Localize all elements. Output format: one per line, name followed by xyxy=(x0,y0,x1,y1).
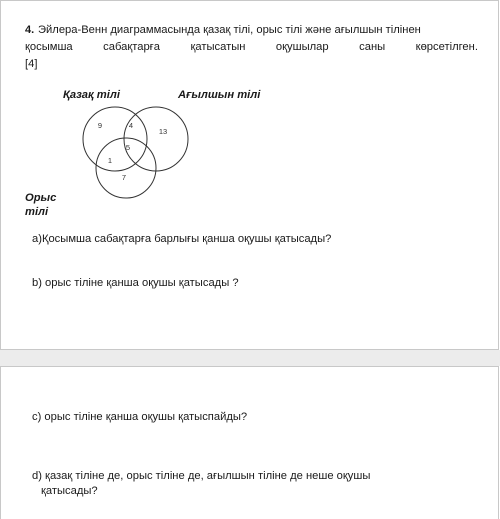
question-text-line1: Эйлера-Венн диаграммасында қазақ тілі, орыс тілі және ағылшын тілінен xyxy=(38,24,421,36)
question-points: [4] xyxy=(25,58,38,70)
question-word: қатысатын xyxy=(190,41,246,53)
question-word: оқушылар xyxy=(275,41,329,53)
region-kazakh-english: 4 xyxy=(128,121,134,130)
question-number: 4. xyxy=(25,24,35,36)
region-kazakh-only: 9 xyxy=(97,121,103,130)
question-word: саны xyxy=(359,41,386,53)
label-russian: Орыс тілі xyxy=(25,192,57,218)
region-all-three: 5 xyxy=(125,143,131,152)
page-gap xyxy=(0,350,500,366)
subquestion-d-line1: d) қазақ тіліне де, орыс тіліне де, ағылшын тіліне де неше оқушы xyxy=(32,470,371,482)
label-kazakh: Қазақ тілі xyxy=(63,89,120,101)
region-russian-only: 7 xyxy=(121,173,127,182)
question-word: қосымша xyxy=(25,41,73,53)
question-word: көрсетілген. xyxy=(415,41,478,53)
subquestion-b: b) орыс тіліне қанша оқушы қатысады ? xyxy=(32,277,239,289)
label-english: Ағылшын тілі xyxy=(178,89,261,101)
subquestion-c: c) орыс тіліне қанша оқушы қатыспайды? xyxy=(32,411,248,423)
region-english-only: 13 xyxy=(158,127,168,136)
circle-kazakh xyxy=(83,107,147,171)
question-word: сабақтарға xyxy=(103,41,160,53)
subquestion-d-line2: қатысады? xyxy=(41,485,98,497)
subquestion-a: а)Қосымша сабақтарға барлығы қанша оқушы қатысады? xyxy=(32,233,332,245)
region-kazakh-russian: 1 xyxy=(107,156,113,165)
